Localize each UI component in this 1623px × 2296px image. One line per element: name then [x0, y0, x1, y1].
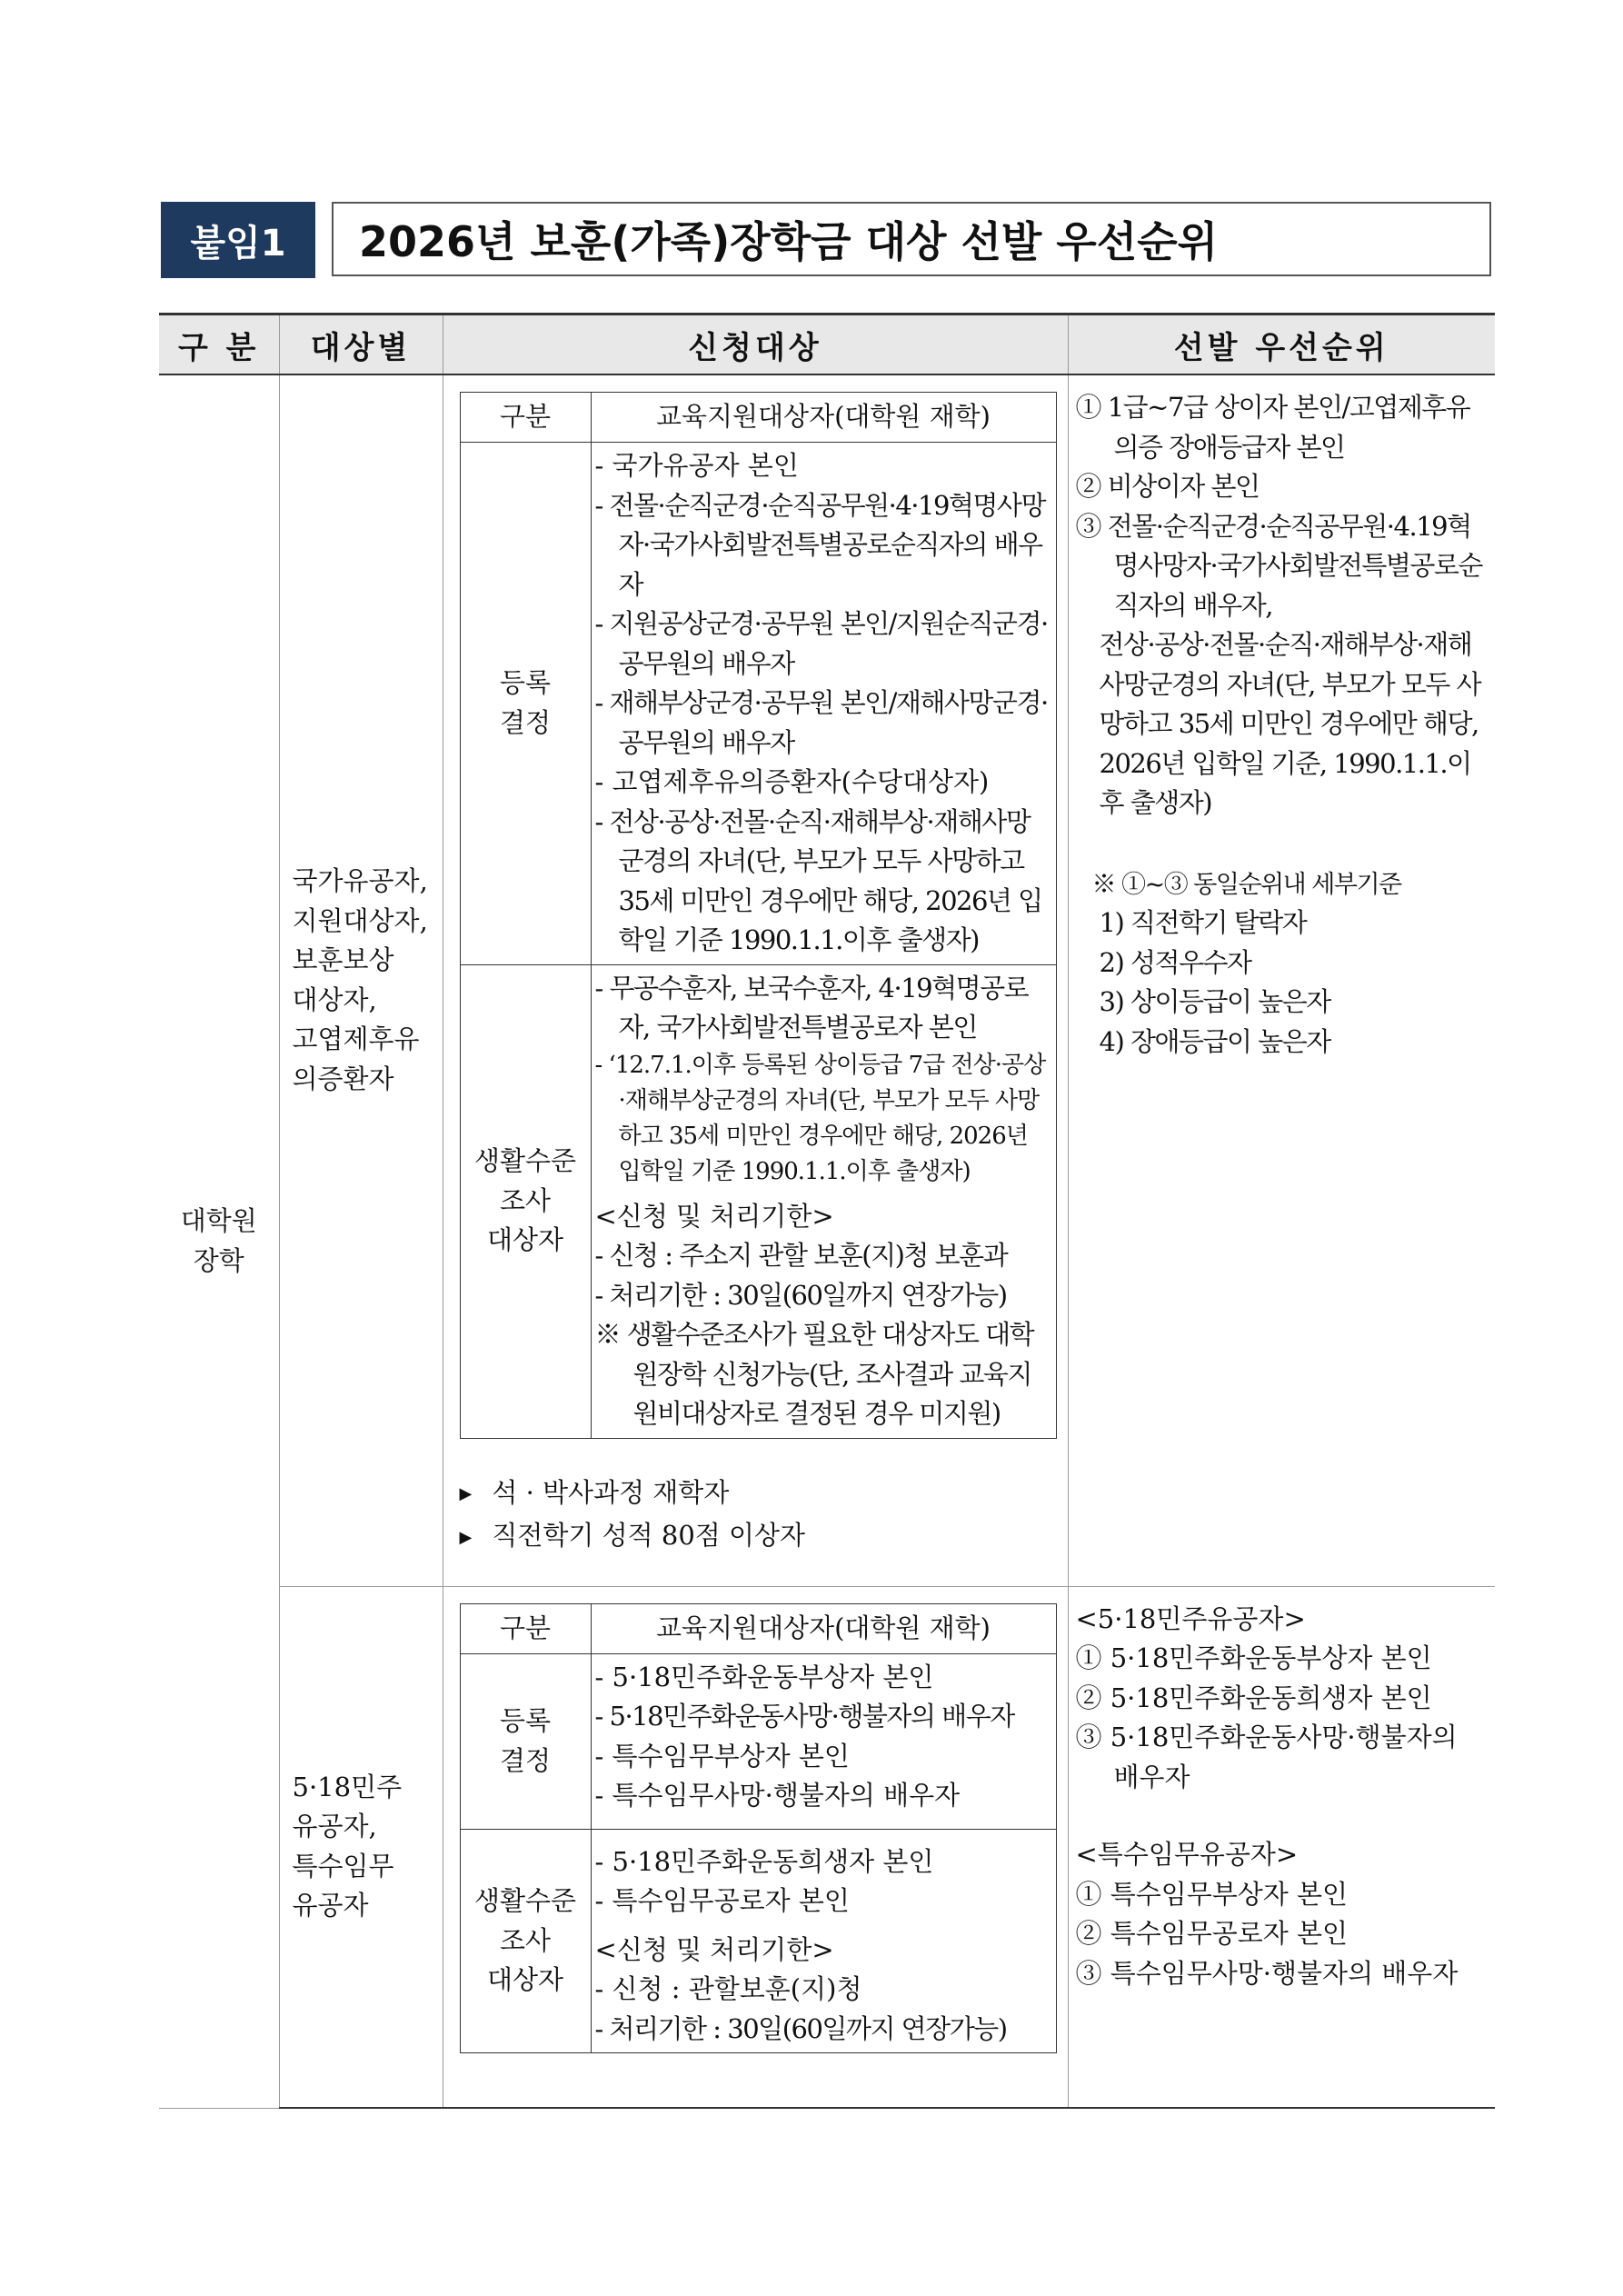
- priority-item: ① 5·18민주화운동부상자 본인: [1075, 1642, 1432, 1673]
- registration-label: 등록 결정: [460, 1653, 591, 1829]
- registration-label: 등록 결정: [460, 443, 591, 965]
- list-item: - ‘12.7.1.이후 등록된 상이등급 7급 전상·공상·재해부상군경의 자녀(단, 부모가 모두 사망하고 35세 미만인 경우에만 해당, 2026년 입학일 기준 1990.1.1.이후 출생자): [594, 1051, 1046, 1185]
- application-cell: [443, 374, 1068, 1586]
- requirement-bullet: ▶ 직전학기 성적 80점 이상자: [460, 1516, 1057, 1556]
- list-item: - 특수임무사망·행불자의 배우자: [594, 1780, 961, 1811]
- priority-item: ② 비상이자 본인: [1075, 471, 1260, 502]
- attachment-tag: 붙임1: [161, 202, 315, 278]
- inner-header-category: 구분: [460, 1603, 591, 1653]
- priority-table: [159, 313, 1495, 2109]
- table-row: [159, 1586, 1495, 2108]
- list-item: - 5·18민주화운동부상자 본인: [594, 1661, 934, 1692]
- priority-item: ③ 전몰·순직군경·순직공무원·4.19혁명사망자·국가사회발전특별공로순직자의 배우자,: [1075, 510, 1482, 621]
- procedure-title: <신청 및 처리기한>: [594, 1933, 834, 1965]
- priority-item: ② 특수임무공로자 본인: [1075, 1918, 1349, 1949]
- priority-item: ① 특수임무부상자 본인: [1075, 1878, 1349, 1910]
- page-title: 2026년 보훈(가족)장학금 대상 선발 우선순위: [332, 202, 1491, 276]
- priority-item: ② 5·18민주화운동희생자 본인: [1075, 1682, 1432, 1713]
- list-item: - 처리기한 : 30일(60일까지 연장가능): [594, 1279, 1007, 1311]
- list-item: - 국가유공자 본인: [594, 450, 799, 481]
- col-header-application: 신청대상: [443, 314, 1068, 375]
- target-label: 5·18민주 유공자, 특수임무 유공자: [279, 1586, 443, 2108]
- inner-table: [460, 1603, 1057, 2054]
- inner-table: [460, 392, 1057, 1439]
- col-header-priority: 선발 우선순위: [1068, 314, 1495, 375]
- table-row: [159, 374, 1495, 1586]
- inner-header-category: 구분: [460, 393, 591, 443]
- priority-item: ③ 5·18민주화운동사망·행불자의 배우자: [1075, 1722, 1458, 1792]
- living-survey-label: 생활수준 조사 대상자: [460, 1829, 591, 2053]
- priority-group-title: <특수임무유공자>: [1075, 1839, 1299, 1870]
- living-survey-label: 생활수준 조사 대상자: [460, 964, 591, 1438]
- list-item: - 지원공상군경·공무원 본인/지원순직군경·공무원의 배우자: [594, 608, 1048, 679]
- list-item: - 고엽제후유의증환자(수당대상자): [594, 766, 990, 797]
- list-item: - 전몰·순직군경·순직공무원·4·19혁명사망자·국가사회발전특별공로순직자의 배우자: [594, 489, 1045, 600]
- tiebreak-title: ※ ①~③ 동일순위내 세부기준: [1091, 870, 1401, 899]
- priority-group-title: <5·18민주유공자>: [1075, 1602, 1306, 1634]
- priority-item: 전상·공상·전몰·순직·재해부상·재해사망군경의 자녀(단, 부모가 모두 사망하고 35세 미만인 경우에만 해당, 2026년 입학일 기준, 1990.1.1.이후 출생자): [1099, 629, 1481, 818]
- procedure-title: <신청 및 처리기한>: [594, 1200, 834, 1232]
- list-item: - 특수임무부상자 본인: [594, 1740, 850, 1772]
- tiebreak-item: 4) 장애등급이 높은자: [1099, 1025, 1330, 1057]
- list-item: - 재해부상군경·공무원 본인/재해사망군경·공무원의 배우자: [594, 687, 1048, 758]
- inner-header-target: 교육지원대상자(대학원 재학): [591, 393, 1056, 443]
- list-item: - 신청 : 주소지 관할 보훈(지)청 보훈과: [594, 1240, 1008, 1271]
- priority-item: ③ 특수임무사망·행불자의 배우자: [1075, 1957, 1459, 1989]
- col-header-target: 대상별: [279, 314, 443, 375]
- priority-cell: [1068, 1586, 1495, 2108]
- list-item: - 특수임무공로자 본인: [594, 1885, 850, 1916]
- application-cell: [443, 1586, 1068, 2108]
- col-header-category: 구 분: [159, 314, 279, 375]
- list-item: - 무공수훈자, 보국수훈자, 4·19혁명공로자, 국가사회발전특별공로자 본인: [594, 972, 1029, 1043]
- list-item: - 전상·공상·전몰·순직·재해부상·재해사망군경의 자녀(단, 부모가 모두 사망하고 35세 미만인 경우에만 해당, 2026년 입학일 기준 1990.1.1.이후 출생자): [594, 805, 1042, 955]
- tiebreak-item: 3) 상이등급이 높은자: [1099, 986, 1330, 1017]
- list-item: - 신청 : 관할보훈(지)청: [594, 1973, 862, 2004]
- priority-cell: [1068, 374, 1495, 1586]
- group-label: 대학원 장학: [159, 374, 279, 2108]
- inner-header-target: 교육지원대상자(대학원 재학): [591, 1603, 1056, 1653]
- list-item: - 5·18민주화운동희생자 본인: [594, 1845, 934, 1877]
- priority-item: ① 1급~7급 상이자 본인/고엽제후유의증 장애등급자 본인: [1075, 392, 1470, 463]
- list-item: - 5·18민주화운동사망·행불자의 배우자: [594, 1701, 1014, 1732]
- target-label: 국가유공자, 지원대상자, 보훈보상 대상자, 고엽제후유 의증환자: [279, 374, 443, 1586]
- list-item: - 처리기한 : 30일(60일까지 연장가능): [594, 2012, 1007, 2044]
- tiebreak-item: 2) 성적우수자: [1099, 946, 1251, 978]
- tiebreak-item: 1) 직전학기 탈락자: [1099, 907, 1307, 938]
- list-item: ※ 생활수준조사가 필요한 대상자도 대학원장학 신청가능(단, 조사결과 교육지원비대상자로 결정된 경우 미지원): [594, 1319, 1034, 1429]
- requirement-bullet: ▶ 석 · 박사과정 재학자: [460, 1473, 1057, 1513]
